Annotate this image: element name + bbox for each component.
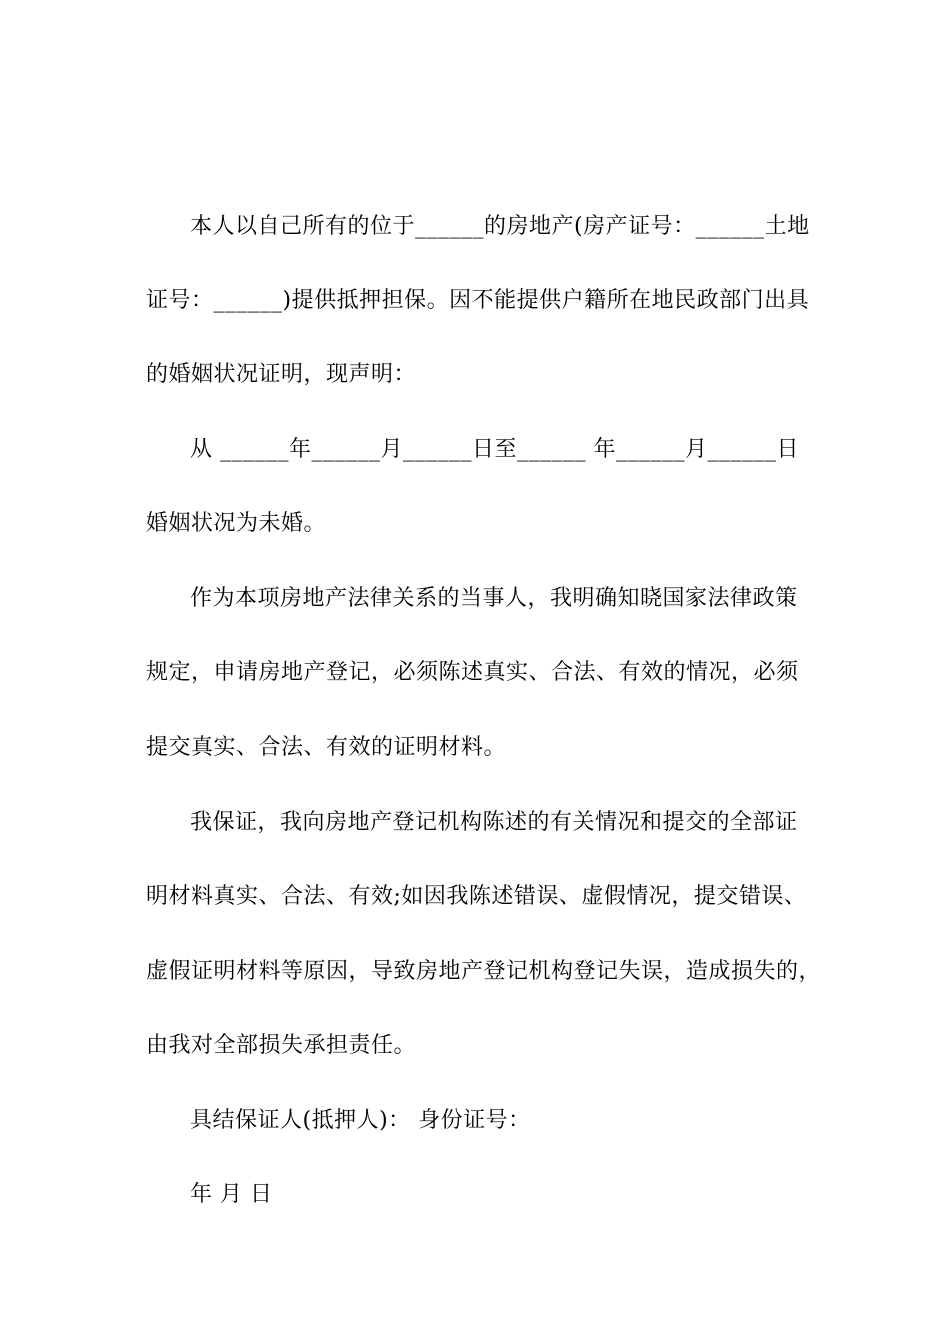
paragraph-3-line-3: 虚假证明材料等原因，导致房地产登记机构登记失误，造成损失的，	[146, 959, 822, 984]
paragraph-1-line-3: 的婚姻状况证明，现声明：	[146, 362, 417, 387]
guarantor-signature-line: 具结保证人(抵押人)： 身份证号：	[190, 1108, 531, 1133]
date-range-line: 从 ______年______月______日至______ 年______月______日	[190, 437, 799, 462]
paragraph-2-line-3: 提交真实、合法、有效的证明材料。	[146, 735, 507, 760]
date-signature-line: 年 月 日	[190, 1182, 273, 1207]
paragraph-3-line-4: 由我对全部损失承担责任。	[146, 1033, 417, 1058]
paragraph-1-line-2: 证号：______)提供抵押担保。因不能提供户籍所在地民政部门出具	[146, 288, 810, 313]
paragraph-3-line-2: 明材料真实、合法、有效;如因我陈述错误、虚假情况，提交错误、	[146, 884, 807, 909]
marital-status-line: 婚姻状况为未婚。	[146, 511, 327, 536]
paragraph-3-line-1: 我保证，我向房地产登记机构陈述的有关情况和提交的全部证	[190, 810, 798, 835]
paragraph-2-line-2: 规定，申请房地产登记，必须陈述真实、合法、有效的情况，必须	[146, 660, 799, 685]
paragraph-1-line-1: 本人以自己所有的位于______的房地产(房产证号：______土地	[190, 214, 810, 239]
paragraph-2-line-1: 作为本项房地产法律关系的当事人，我明确知晓国家法律政策	[190, 586, 798, 611]
